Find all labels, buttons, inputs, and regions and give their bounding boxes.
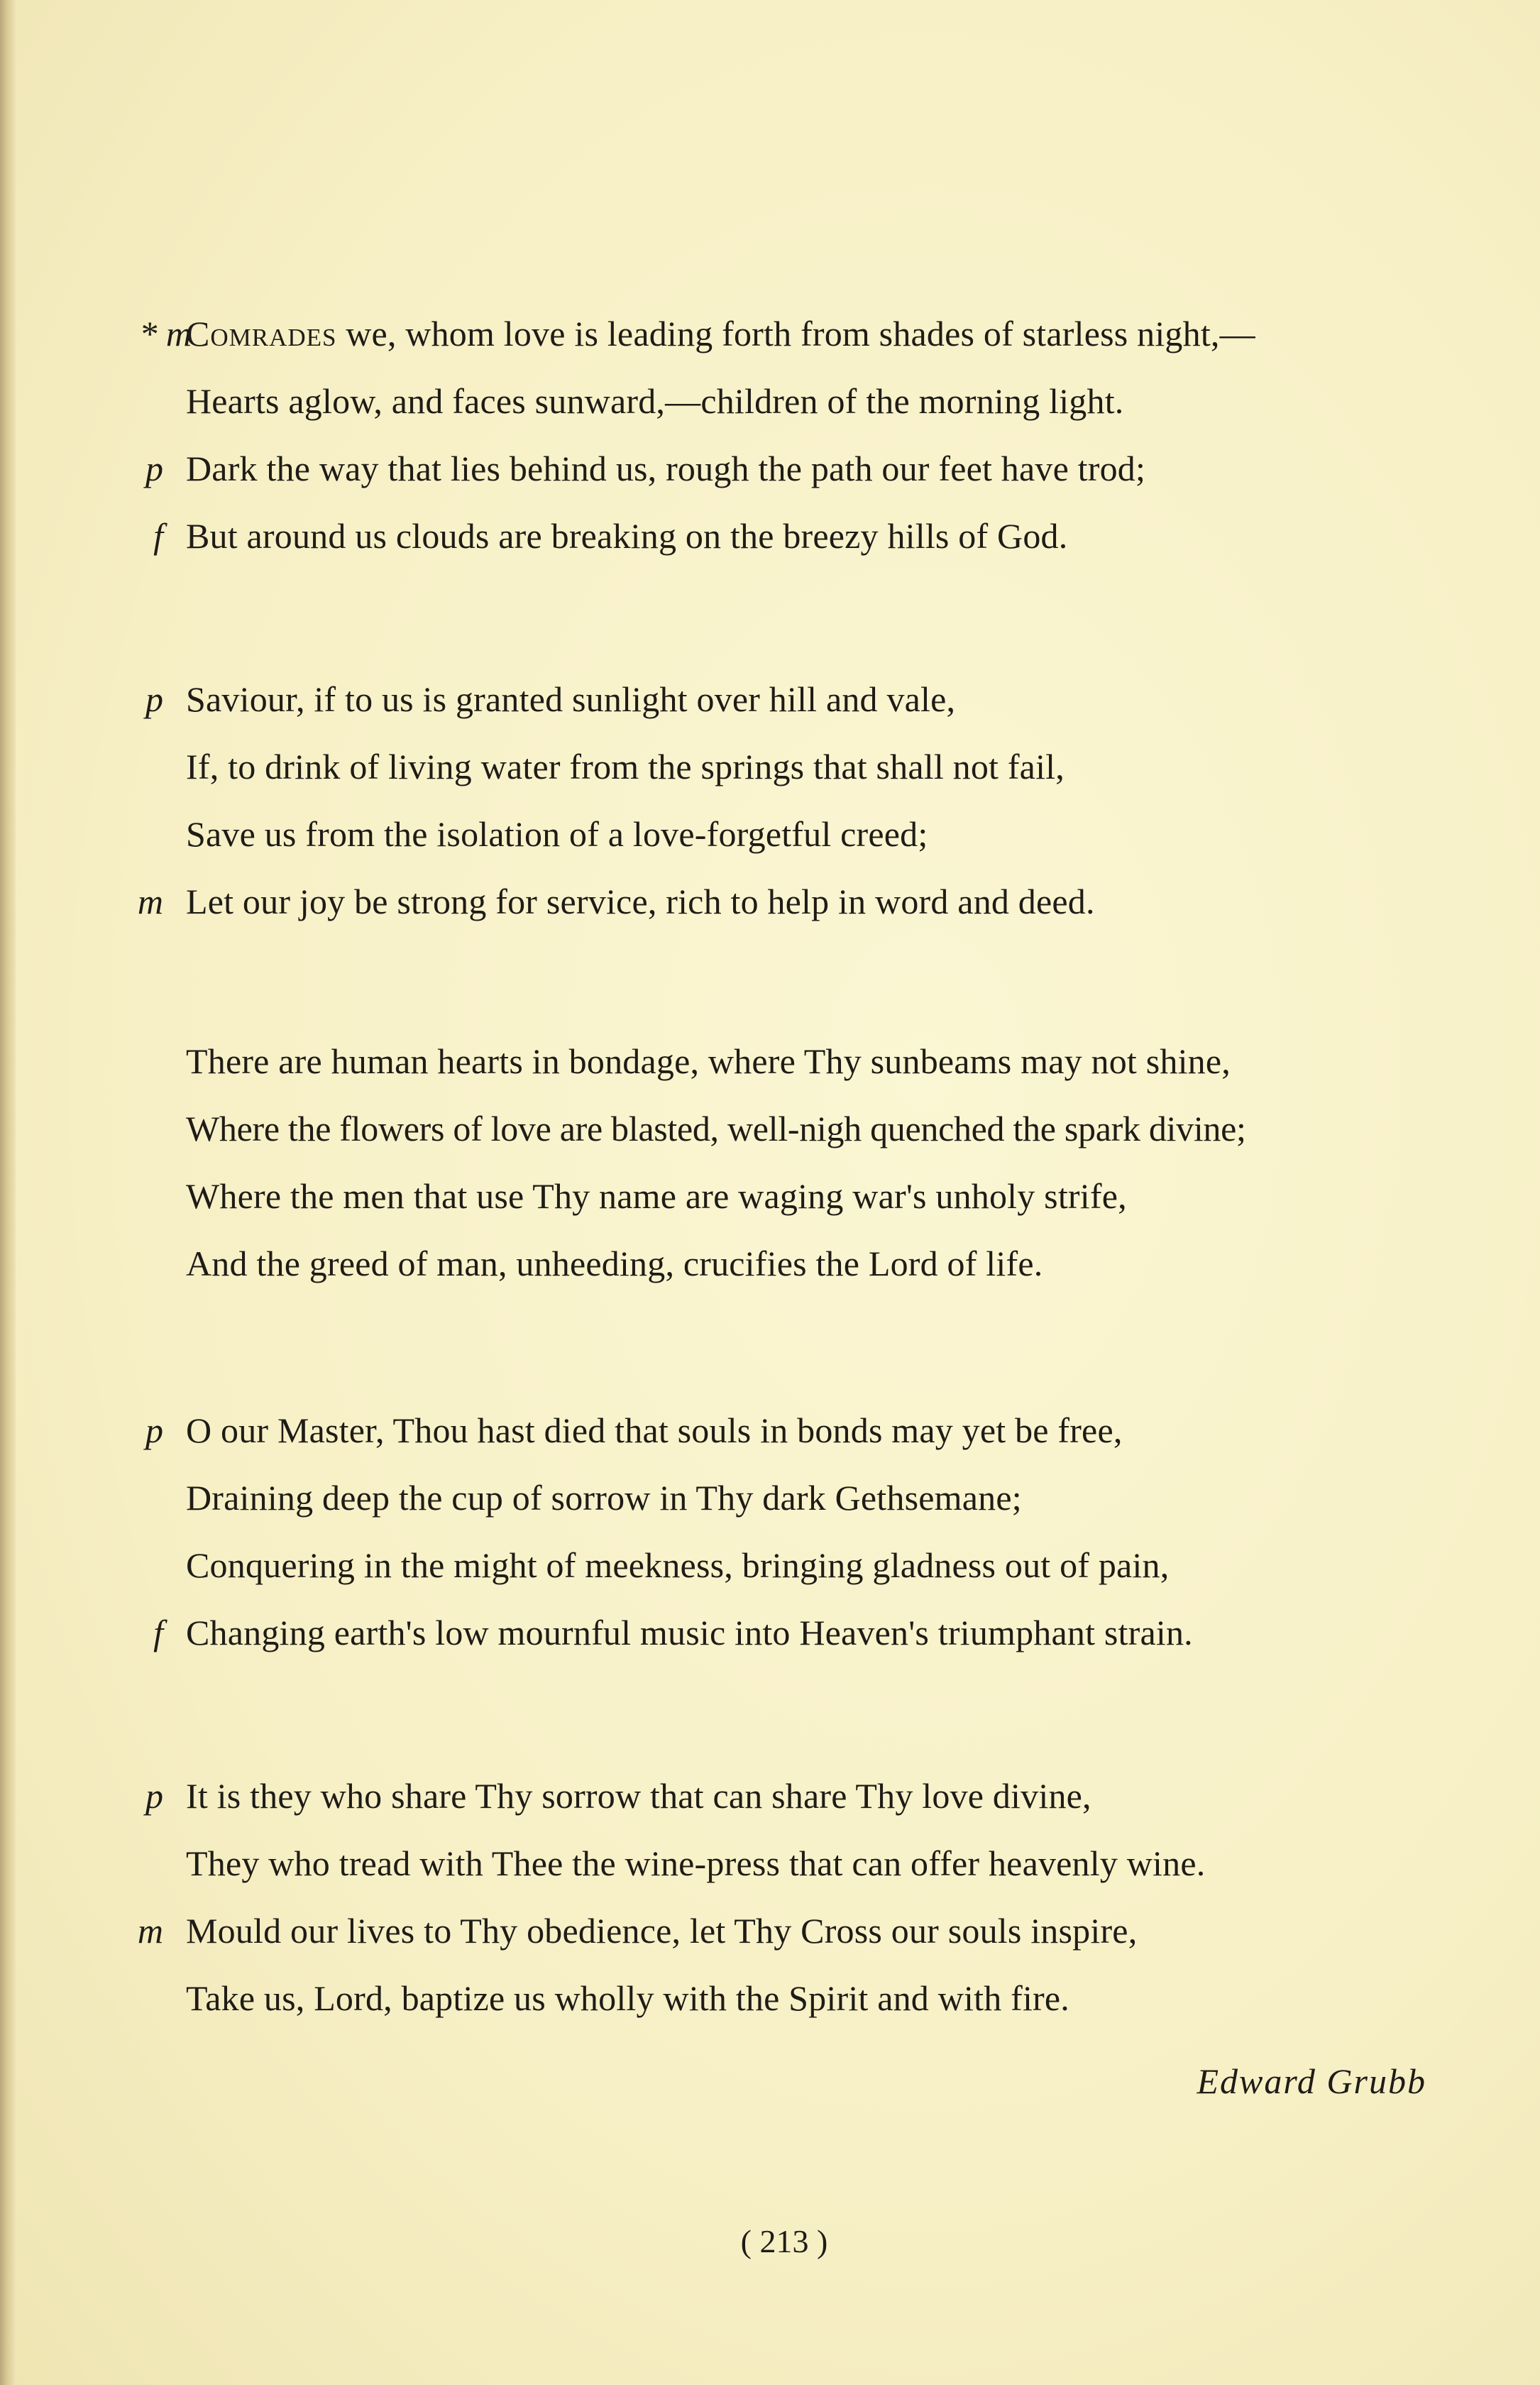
poem-line bbox=[0, 1604, 1540, 1661]
poem-line bbox=[0, 508, 1540, 564]
poem-line bbox=[0, 373, 1540, 429]
dynamic-mark: p bbox=[145, 1410, 163, 1450]
poem-line-text: Conquering in the might of meekness, bringing gladness out of pain, bbox=[186, 1545, 1170, 1585]
first-word-smallcaps: Comrades bbox=[186, 314, 337, 353]
poem-line-text: Changing earth's low mournful music into Heaven's triumphant strain. bbox=[186, 1613, 1193, 1652]
page-number: ( 213 ) bbox=[740, 2223, 828, 2259]
poem-line-text: Save us from the isolation of a love-forgetful creed; bbox=[186, 814, 928, 854]
dynamic-mark: m bbox=[137, 1911, 163, 1951]
poem-line bbox=[0, 1235, 1540, 1292]
poem-line-rest: we, whom love is leading forth from shades of starless night,— bbox=[336, 314, 1255, 353]
poem-line-text bbox=[186, 305, 1255, 362]
poem-line-text: They who tread with Thee the wine-press that can offer heavenly wine. bbox=[186, 1843, 1206, 1883]
poem-line-text: And the greed of man, unheeding, crucifies the Lord of life. bbox=[186, 1244, 1043, 1283]
poem-line bbox=[0, 873, 1540, 930]
poem-line bbox=[0, 440, 1540, 497]
poem-line bbox=[0, 1033, 1540, 1090]
poem-line-text: Dark the way that lies behind us, rough the path our feet have trod; bbox=[186, 449, 1146, 488]
dynamic-mark: m bbox=[137, 882, 163, 921]
poem-line bbox=[0, 1970, 1540, 2027]
poem-line-text: Mould our lives to Thy obedience, let Thy Cross our souls inspire, bbox=[186, 1911, 1138, 1951]
poem-line bbox=[0, 1767, 1540, 1824]
poem-line-text: O our Master, Thou hast died that souls in bonds may yet be free, bbox=[186, 1410, 1123, 1450]
poem-line bbox=[0, 738, 1540, 795]
poem-line-text: But around us clouds are breaking on the breezy hills of God. bbox=[186, 516, 1068, 556]
dynamic-mark: * m bbox=[139, 314, 192, 353]
poem-line-text: Where the men that use Thy name are waging war's unholy strife, bbox=[186, 1176, 1127, 1216]
poem-line-text: Take us, Lord, baptize us wholly with the Spirit and with fire. bbox=[186, 1978, 1069, 2018]
poem-line bbox=[0, 1835, 1540, 1892]
poem-line bbox=[0, 1902, 1540, 1959]
poem-line bbox=[0, 671, 1540, 728]
poem-line-text: Hearts aglow, and faces sunward,—children of the morning light. bbox=[186, 381, 1124, 421]
poem-line bbox=[0, 806, 1540, 862]
poem-line-text: It is they who share Thy sorrow that can share Thy love divine, bbox=[186, 1776, 1091, 1816]
poem-line-text: If, to drink of living water from the springs that shall not fail, bbox=[186, 747, 1065, 786]
poem-line-text: Draining deep the cup of sorrow in Thy dark Gethsemane; bbox=[186, 1478, 1022, 1518]
dynamic-mark: p bbox=[145, 1776, 163, 1816]
poem-line-text: Saviour, if to us is granted sunlight over hill and vale, bbox=[186, 679, 956, 719]
poem-line bbox=[0, 1469, 1540, 1526]
poem-line bbox=[0, 305, 1540, 362]
poem-author: Edward Grubb bbox=[1197, 2061, 1426, 2101]
poem-line bbox=[0, 1537, 1540, 1594]
poem-line bbox=[0, 1402, 1540, 1459]
dynamic-mark: f bbox=[153, 516, 163, 556]
dynamic-mark: f bbox=[153, 1613, 163, 1652]
dynamic-mark: p bbox=[145, 449, 163, 488]
poem-line-text: There are human hearts in bondage, where Thy sunbeams may not shine, bbox=[186, 1041, 1231, 1081]
poem-line bbox=[0, 1168, 1540, 1224]
poem-line bbox=[0, 1100, 1540, 1157]
poem-line-text: Let our joy be strong for service, rich to help in word and deed. bbox=[186, 882, 1095, 921]
poem-line-text: Where the flowers of love are blasted, well-nigh quenched the spark divine; bbox=[186, 1109, 1246, 1148]
dynamic-mark: p bbox=[145, 679, 163, 719]
